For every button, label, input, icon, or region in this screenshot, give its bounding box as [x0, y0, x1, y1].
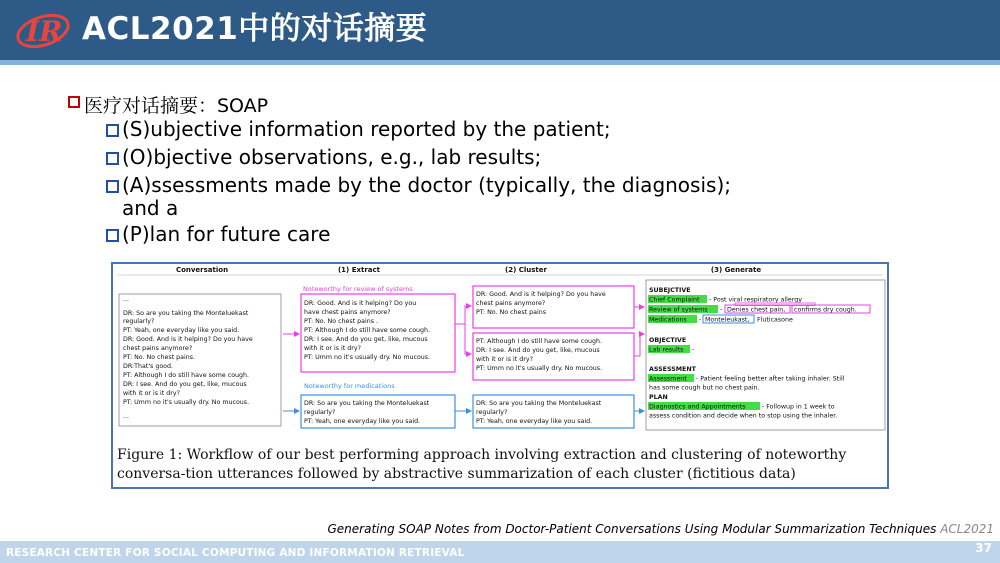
lab-results-text: -	[692, 346, 695, 354]
medications-text: Fluticasone	[757, 316, 793, 324]
extract-line: DR: So are you taking the Monteluekast	[304, 400, 430, 407]
cluster-line: DR: Good. And is it helping? Do you have	[476, 291, 606, 298]
svg-text:IR: IR	[26, 15, 63, 48]
conversation-line: with it or is it dry?	[123, 390, 180, 397]
figure-caption: Figure 1: Workflow of our best performing approach involving extraction and clustering of noteworthy conversa-tion utterances followed by abstractive summarization of each cluster (fictitious data)	[117, 447, 847, 482]
extract-line: PT: Although I do still have some cough.	[304, 327, 431, 334]
page-number: 37	[975, 541, 992, 555]
conversation-line: chest pains anymore?	[123, 345, 193, 352]
paper-reference	[327, 522, 994, 536]
label-assessment: Assessment	[649, 375, 687, 383]
bullet-square-icon	[106, 124, 119, 137]
cluster-line: DR: So are you taking the Monteluekast	[476, 400, 602, 407]
bullet-square-icon	[106, 180, 119, 193]
conversation-line: regularly?	[123, 318, 155, 325]
extract-line: have chest pains anymore?	[304, 309, 391, 316]
extract-line: DR: Good. And is it helping? Do you	[304, 300, 417, 307]
conversation-line: PT: Umm no it's usually dry. No mucous.	[123, 399, 250, 406]
conversation-line: ...	[123, 296, 130, 303]
bullet-square-icon	[68, 96, 80, 108]
chief-complaint-text: - Post viral respiratory allergy	[709, 296, 802, 304]
bullet-square-icon	[106, 152, 119, 165]
cluster-line: PT: No. No chest pains	[476, 309, 547, 316]
extract-line: with it or is it dry?	[304, 345, 361, 352]
bullet-assessment-continuation: and a	[122, 196, 179, 220]
bullet-square-icon	[106, 229, 119, 242]
conversation-line: DR: So are you taking the Monteluekast	[123, 310, 249, 317]
bullet-assessment: (A)ssessments made by the doctor (typically, the diagnosis);	[122, 173, 731, 197]
label-diagnostics: Diagnostics and Appointments	[649, 403, 746, 411]
reference-venue: ACL2021	[940, 522, 994, 536]
col-header-conversation: Conversation	[175, 266, 229, 274]
workflow-diagram	[113, 264, 887, 444]
conversation-line: PT: No. No chest pains.	[123, 354, 196, 361]
plan-text: - Followup in 1 week to	[762, 403, 835, 411]
extract-label-medications: Noteworthy for medications	[304, 382, 395, 390]
extract-line: PT: Umm no it's usually dry. No mucous.	[304, 354, 431, 361]
arrow-to-cluster-1	[455, 306, 471, 324]
label-medications: Medications	[649, 316, 687, 324]
assessment-text: - Patient feeling better after taking inhaler. Still	[696, 375, 845, 383]
header-divider	[0, 60, 1000, 65]
extract-label-ros: Noteworthy for review of systems	[303, 285, 413, 293]
col-header-cluster: (2) Cluster	[505, 266, 547, 274]
label-chief-complaint: Chief Complaint	[649, 296, 700, 304]
extract-line: PT: No. No chest pains .	[304, 318, 379, 325]
extract-line: regularly?	[304, 409, 336, 416]
footer-organization: RESEARCH CENTER FOR SOCIAL COMPUTING AND INFORMATION RETRIEVAL	[6, 547, 465, 559]
soap-heading-assessment: ASSESSMENT	[649, 366, 696, 373]
plan-text: assess condition and decide when to stop using the inhaler.	[649, 412, 838, 420]
hit-scir-logo	[14, 8, 72, 52]
cluster-line: PT: Yeah, one everyday like you said.	[476, 418, 593, 425]
conversation-line: ...	[123, 413, 130, 420]
cluster-line: PT: Although I do still have some cough.	[476, 338, 603, 345]
bullet-objective: (O)bjective observations, e.g., lab results;	[122, 145, 542, 169]
conversation-line: PT: Yeah, one everyday like you said.	[123, 327, 240, 334]
ros-confirms-text: confirms dry cough.	[794, 306, 857, 314]
extract-line: PT: Yeah, one everyday like you said.	[304, 418, 421, 425]
label-lab-results: Lab results	[649, 346, 684, 354]
col-header-generate: (3) Generate	[710, 266, 762, 274]
workflow-figure	[111, 262, 889, 489]
bullet-subjective: (S)ubjective information reported by the patient;	[122, 117, 611, 141]
cluster-line: chest pains anymore?	[476, 300, 546, 307]
bullet-plan: (P)lan for future care	[122, 222, 331, 246]
medications-separator: -	[699, 316, 702, 324]
col-header-extract: (1) Extract	[337, 266, 381, 274]
conversation-line: DR: I see. And do you get, like, mucous	[123, 381, 247, 388]
soap-heading-plan: PLAN	[649, 394, 668, 401]
soap-heading-subjective: SUBEJCTIVE	[649, 287, 691, 294]
slide-title: ACL2021中的对话摘要	[82, 11, 428, 47]
cluster-line: PT: Umm no it's usually dry. No mucous.	[476, 365, 603, 372]
assessment-text: has some cough but no chest pain.	[649, 384, 760, 392]
extract-line: DR: I see. And do you get, like, mucous	[304, 336, 428, 343]
conversation-line: DR: Good. And is it helping? Do you have	[123, 336, 253, 343]
medications-value: Monteleukast,	[705, 316, 750, 324]
cluster-line: DR: I see. And do you get, like, mucous	[476, 347, 600, 354]
bullet-level1-text: 医疗对话摘要：SOAP	[84, 95, 269, 117]
cluster-line: with it or is it dry?	[476, 356, 533, 363]
slide-header	[0, 0, 1000, 60]
conversation-line: PT: Although I do still have some cough.	[123, 372, 250, 379]
ros-separator: -	[720, 306, 723, 314]
label-review-of-systems: Review of systems	[649, 306, 708, 314]
conversation-line: DR:That's good.	[123, 363, 174, 370]
reference-title: Generating SOAP Notes from Doctor-Patient Conversations Using Modular Summarization Techniques	[327, 522, 937, 536]
cluster-line: regularly?	[476, 409, 508, 416]
arrow-to-generate-2	[634, 334, 644, 356]
arrow-to-cluster-2	[465, 324, 471, 354]
soap-heading-objective: OBJECTIVE	[649, 337, 687, 344]
ros-denies-text: Denies chest pain,	[727, 306, 786, 314]
